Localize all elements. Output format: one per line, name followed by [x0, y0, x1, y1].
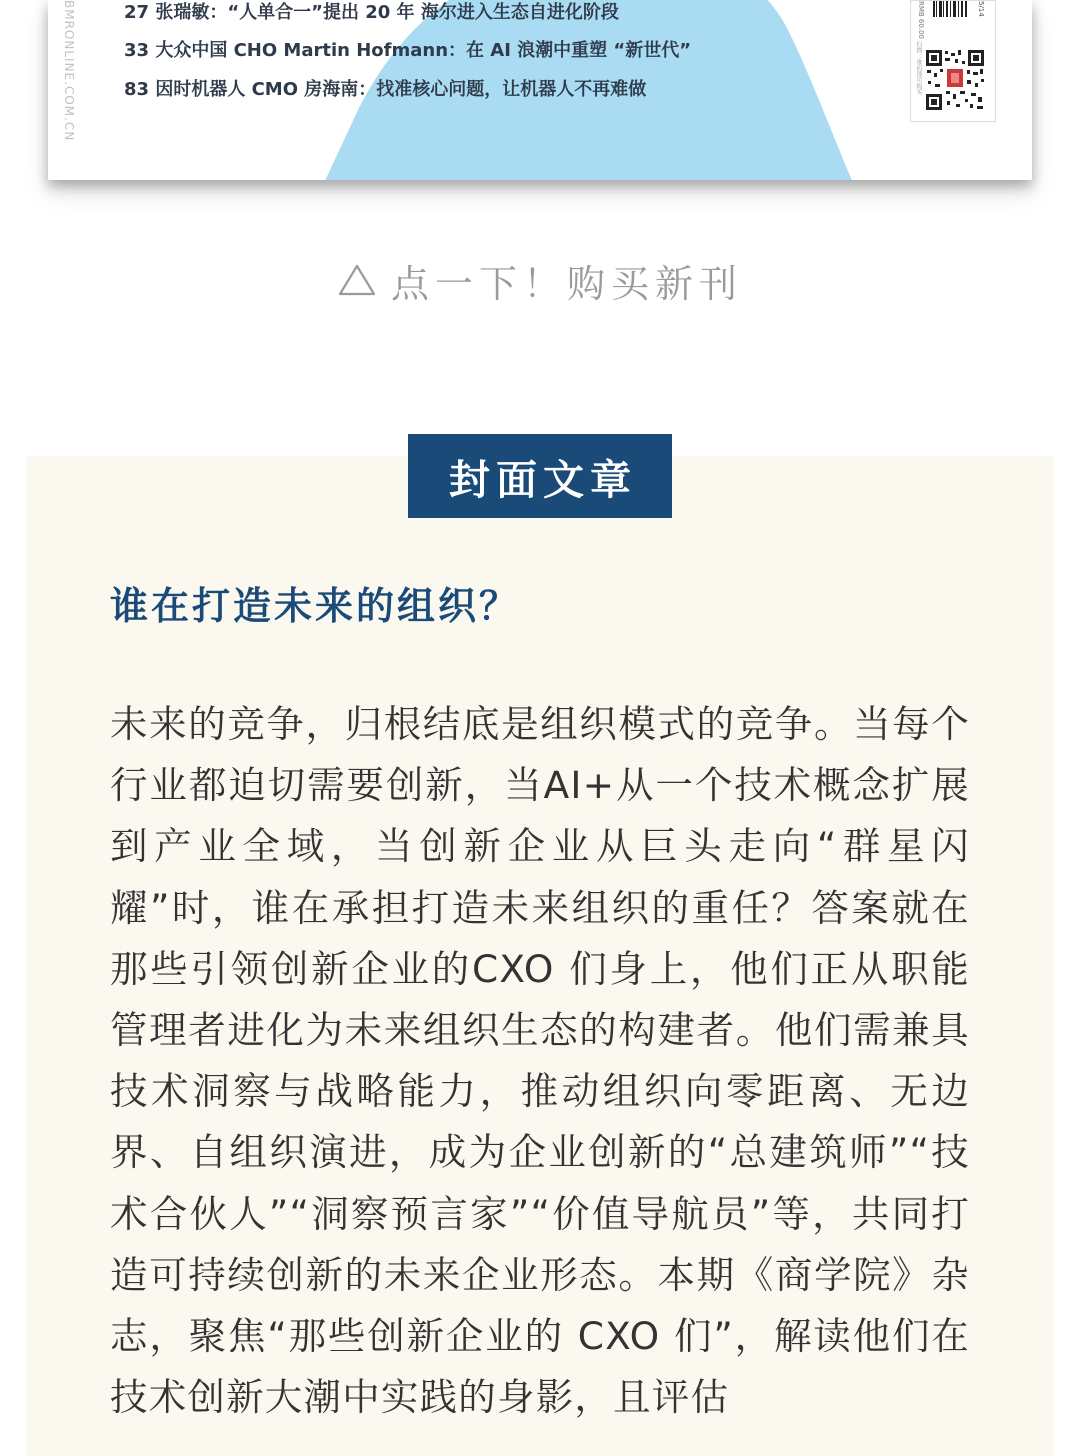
- barcode-panel: [910, 0, 996, 122]
- barcode-icon: [933, 1, 967, 17]
- section-badge: 封面文章: [408, 434, 672, 518]
- magazine-cover[interactable]: [48, 0, 1032, 180]
- article-body: 未来的竞争，归根结底是组织模式的竞争。当每个行业都迫切需要创新，当AI+从一个技术概念扩展到产业全域，当创新企业从巨头走向“群星闪耀”时，谁在承担打造未来组织的重任？答案就在那些引领创新企业的CXO 们身上，他们正从职能管理者进化为未来组织生态的构建者。他们需兼具技术洞察与战略能力，推动组织向零距离、无边界、自组织演进，成为企业创新的“总建筑师”“技术合伙人”“洞察预言家”“价值导航员”等，共同打造可持续创新的未来企业形态。本期《商学院》杂志，聚焦“那些创新企业的 CXO 们”，解读他们在技术创新大潮中实践的身影，且评估: [110, 702, 970, 1420]
- cover-toc-item: 27 张瑞敏：“人单合一”提出 20 年 海尔进入生态自进化阶段: [124, 2, 619, 23]
- cover-toc-item: 83 因时机器人 CMO 房海南：找准核心问题，让机器人不再难做: [124, 79, 647, 100]
- cover-website-url: BMRONLINE.COM.CN: [62, 0, 76, 142]
- buy-new-issue-link[interactable]: [0, 254, 1080, 306]
- cover-price: RMB 60.00: [917, 1, 925, 39]
- cover-toc-item: 33 大众中国 CHO Martin Hofmann：在 AI 浪潮中重塑 “新世代”: [124, 40, 692, 61]
- qr-caption: 扫描二维码即可购买: [915, 41, 922, 95]
- cover-issue-number: 5/14: [977, 1, 985, 17]
- buy-link-label: 点一下！购买新刊: [390, 261, 743, 306]
- triangle-up-icon: [337, 263, 377, 297]
- article-headline: 谁在打造未来的组织？: [110, 584, 521, 628]
- qr-code-icon: [925, 49, 985, 111]
